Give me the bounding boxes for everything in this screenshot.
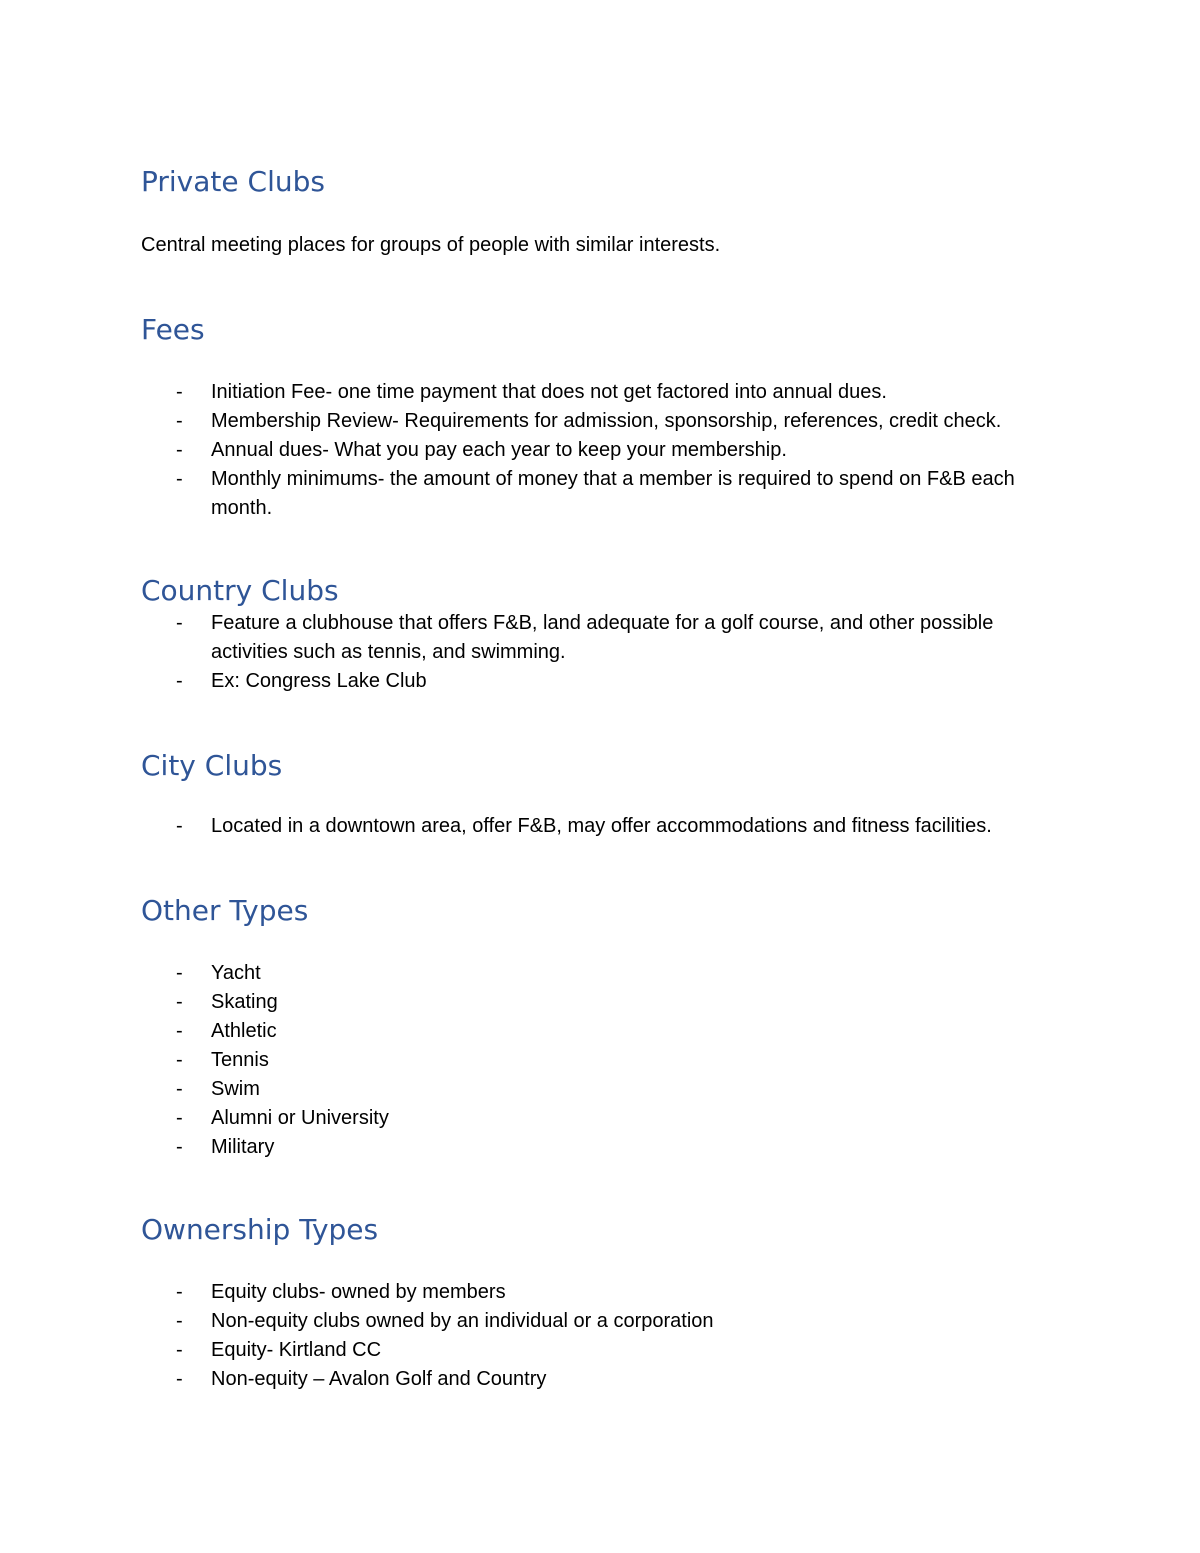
bullet-dash: - <box>176 1136 183 1158</box>
list-item <box>0 1046 1071 1075</box>
list-city-clubs <box>0 812 1200 841</box>
heading-fees: Fees <box>141 313 205 346</box>
bullet-dash: - <box>176 1339 183 1361</box>
paragraph-private-clubs: Central meeting places for groups of people with similar interests. <box>141 234 721 256</box>
bullet-dash: - <box>176 1107 183 1129</box>
list-item <box>0 959 1071 988</box>
bullet-dash: - <box>176 815 183 837</box>
list-country-clubs <box>0 609 1200 696</box>
list-item-text: Annual dues- What you pay each year to keep your membership. <box>211 439 787 461</box>
list-item-text: Equity clubs- owned by members <box>211 1281 506 1303</box>
bullet-dash: - <box>176 1281 183 1303</box>
list-item-text: Equity- Kirtland CC <box>211 1339 382 1361</box>
list-fees <box>0 378 1200 523</box>
heading-country-clubs: Country Clubs <box>141 574 339 607</box>
bullet-dash: - <box>176 962 183 984</box>
list-item <box>0 609 1071 667</box>
list-item-text: Military <box>211 1136 275 1158</box>
bullet-dash: - <box>176 1368 183 1390</box>
bullet-dash: - <box>176 468 183 490</box>
list-item <box>0 1365 1071 1394</box>
bullet-dash: - <box>176 1020 183 1042</box>
list-item-text: Yacht <box>211 962 261 984</box>
bullet-dash: - <box>176 670 183 692</box>
list-item <box>0 1278 1071 1307</box>
list-item-text: Swim <box>211 1078 260 1100</box>
bullet-dash: - <box>176 1049 183 1071</box>
bullet-dash: - <box>176 991 183 1013</box>
list-item-text: Skating <box>211 991 278 1013</box>
list-item <box>0 1075 1071 1104</box>
bullet-dash: - <box>176 410 183 432</box>
list-item <box>0 1336 1071 1365</box>
list-item <box>0 1104 1071 1133</box>
list-item-text: Monthly minimums- the amount of money that a member is required to spend on F&B each month. <box>211 468 1015 519</box>
list-item-text: Located in a downtown area, offer F&B, may offer accommodations and fitness facilities. <box>211 815 992 837</box>
list-item <box>0 1307 1071 1336</box>
list-item <box>0 436 1071 465</box>
list-item <box>0 1133 1071 1162</box>
list-item-text: Non-equity – Avalon Golf and Country <box>211 1368 547 1390</box>
bullet-dash: - <box>176 612 183 634</box>
list-item-text: Tennis <box>211 1049 269 1071</box>
heading-other-types: Other Types <box>141 894 309 927</box>
list-item <box>0 667 1071 696</box>
list-item-text: Ex: Congress Lake Club <box>211 670 427 692</box>
bullet-dash: - <box>176 1310 183 1332</box>
list-other-types <box>0 959 1200 1162</box>
list-item <box>0 407 1071 436</box>
list-item-text: Non-equity clubs owned by an individual or a corporation <box>211 1310 714 1332</box>
list-item <box>0 465 1071 523</box>
list-item-text: Feature a clubhouse that offers F&B, land adequate for a golf course, and other possible activities such as tennis, and swimming. <box>211 612 994 663</box>
bullet-dash: - <box>176 381 183 403</box>
list-item-text: Initiation Fee- one time payment that does not get factored into annual dues. <box>211 381 887 403</box>
bullet-dash: - <box>176 439 183 461</box>
bullet-dash: - <box>176 1078 183 1100</box>
list-item <box>0 1017 1071 1046</box>
list-item-text: Athletic <box>211 1020 277 1042</box>
list-item <box>0 812 1071 841</box>
list-item <box>0 378 1071 407</box>
heading-ownership-types: Ownership Types <box>141 1213 379 1246</box>
list-item-text: Alumni or University <box>211 1107 389 1129</box>
list-item-text: Membership Review- Requirements for admission, sponsorship, references, credit check. <box>211 410 1002 432</box>
heading-private-clubs: Private Clubs <box>141 165 325 198</box>
list-item <box>0 988 1071 1017</box>
heading-city-clubs: City Clubs <box>141 749 283 782</box>
list-ownership-types <box>0 1278 1200 1394</box>
